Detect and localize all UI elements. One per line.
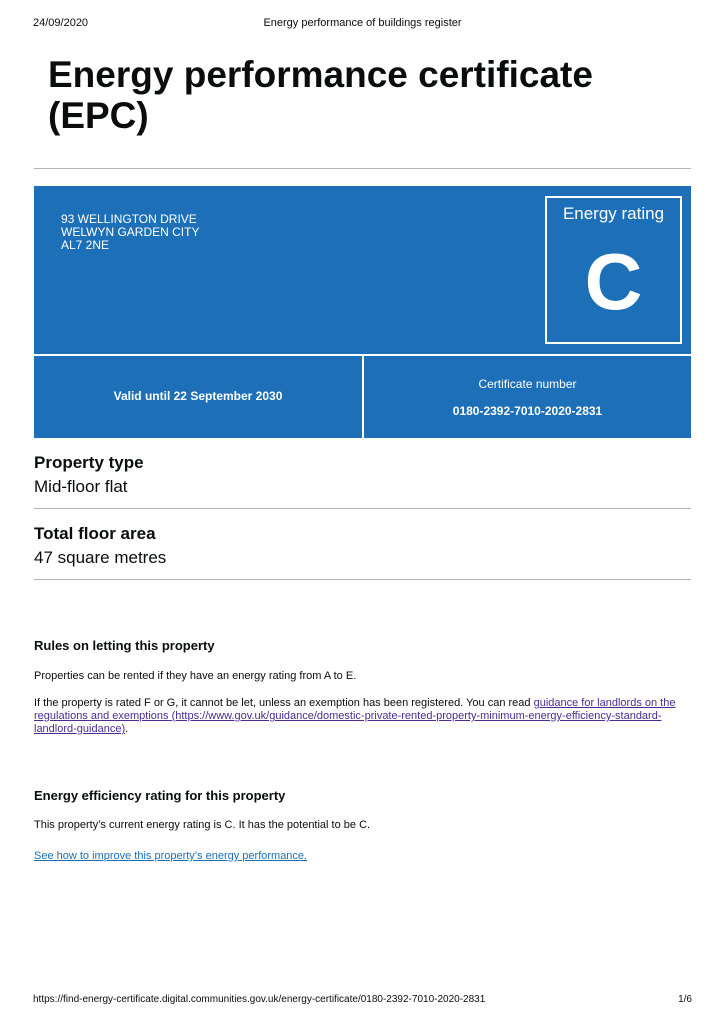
landlord-guidance-link-text: guidance for landlords on the regulations and exemptions: [34, 697, 676, 722]
efficiency-text: This property’s current energy rating is C. It has the potential to be C.: [34, 819, 371, 831]
certificate-cell: [364, 356, 691, 438]
print-date: 24/09/2020: [33, 17, 89, 29]
page-number: 1/6: [678, 994, 692, 1005]
letting-exemption-lead: If the property is rated F or G, it cannot be let, unless an exemption has been registered. You can read: [34, 697, 534, 709]
efficiency-heading: Energy efficiency rating for this property: [34, 788, 286, 803]
property-type-value: Mid-floor flat: [34, 477, 128, 496]
summary-divider: [34, 508, 691, 509]
address-line-2: WELWYN GARDEN CITY: [61, 225, 200, 239]
valid-until: Valid until 22 September 2030: [113, 389, 283, 403]
print-page-title: Energy performance of buildings register: [263, 17, 462, 29]
title-divider: [34, 168, 691, 169]
letting-exemption-end: .: [125, 723, 129, 735]
summary-divider: [34, 579, 691, 580]
energy-rating-label: Energy rating: [562, 204, 665, 223]
improve-performance-link[interactable]: See how to improve this property’s energy performance.: [34, 850, 308, 862]
energy-rating-box: [545, 196, 682, 344]
epc-header-panel: [34, 186, 691, 354]
epc-details-panel: [34, 356, 691, 438]
floor-area-value: 47 square metres: [34, 548, 167, 567]
certificate-number-label: Certificate number: [478, 377, 577, 391]
address-postcode: AL7 2NE: [61, 238, 110, 252]
property-type-row: [34, 453, 691, 497]
letting-rules-heading: Rules on letting this property: [34, 638, 215, 653]
property-type-key: Property type: [34, 453, 144, 472]
letting-rules-text: Properties can be rented if they have an energy rating from A to E.: [34, 670, 357, 682]
certificate-number: 0180-2392-7010-2020-2831: [452, 404, 603, 418]
print-header: [33, 17, 692, 31]
address-line-1: 93 WELLINGTON DRIVE: [61, 212, 197, 226]
letting-exemption-text: [34, 697, 691, 736]
landlord-guidance-link-url: (https://www.gov.uk/guidance/domestic-private-rented-property-minimum-energy-efficiency-standard-landlord-guidance): [34, 710, 662, 735]
improve-performance-row: [34, 850, 691, 863]
floor-area-key: Total floor area: [34, 524, 156, 543]
page-title: Energy performance certificate (EPC): [48, 54, 593, 136]
print-footer: [33, 994, 692, 1006]
property-address: [61, 213, 199, 252]
energy-rating-letter: C: [584, 237, 643, 326]
floor-area-row: [34, 524, 691, 568]
print-url: https://find-energy-certificate.digital.communities.gov.uk/energy-certificate/0180-2392-7010-2020-2831: [33, 994, 486, 1005]
validity-cell: [34, 356, 362, 438]
